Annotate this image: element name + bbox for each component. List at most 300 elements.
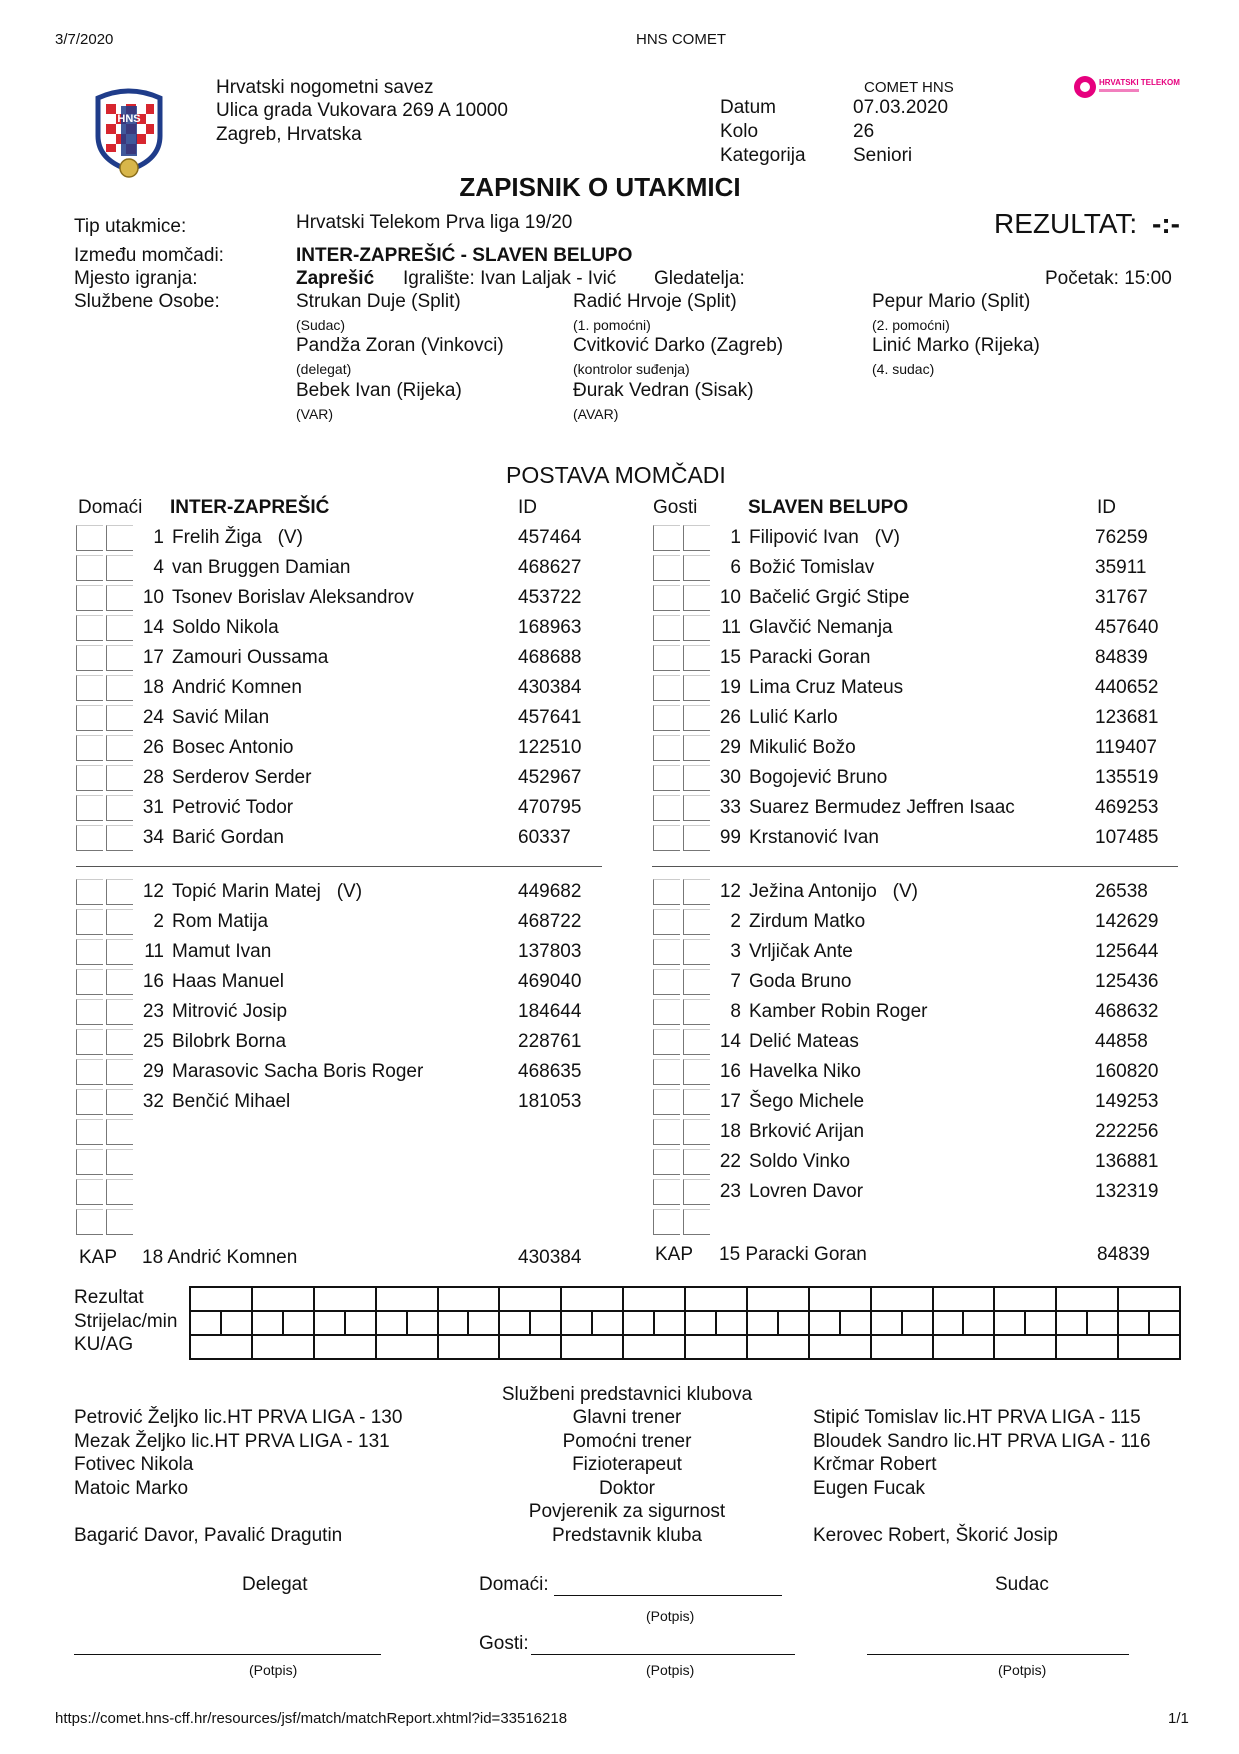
scorer-cell[interactable]	[530, 1311, 561, 1335]
player-id: 470795	[518, 797, 582, 818]
checkbox-cell[interactable]	[106, 1209, 133, 1235]
igraliste-value: Igralište: Ivan Laljak - Ivić	[403, 268, 617, 289]
scorer-cell[interactable]	[778, 1311, 809, 1335]
tip-label: Tip utakmice:	[74, 216, 187, 237]
checkbox-cell[interactable]	[106, 939, 133, 965]
result-cell[interactable]	[438, 1287, 500, 1311]
pocetak-value: Početak: 15:00	[1045, 268, 1172, 289]
scorer-cell[interactable]	[809, 1311, 840, 1335]
checkbox-cell[interactable]	[653, 939, 680, 965]
player-name: Marasovic Sacha Boris Roger	[172, 1061, 424, 1082]
checkbox-cell[interactable]	[653, 645, 680, 671]
checkbox-cell[interactable]	[683, 645, 710, 671]
player-id: 84839	[1095, 647, 1148, 668]
checkbox-cell[interactable]	[76, 825, 103, 851]
player-number: 1	[730, 527, 741, 548]
scorer-cell[interactable]	[840, 1311, 871, 1335]
checkbox-cell[interactable]	[653, 795, 680, 821]
player-id: 181053	[518, 1091, 582, 1112]
scorer-cell[interactable]	[1118, 1311, 1149, 1335]
player-name: Ježina Antonijo (V)	[749, 881, 918, 902]
player-number: 11	[721, 617, 741, 638]
staff-role: Pomoćni trener	[562, 1431, 692, 1452]
checkbox-cell[interactable]	[76, 969, 103, 995]
sponsor-logo	[1073, 73, 1183, 103]
player-name: Mitrović Josip	[172, 1001, 288, 1022]
away-id-header: ID	[1097, 497, 1116, 518]
checkbox-cell[interactable]	[653, 909, 680, 935]
card-cell[interactable]	[809, 1335, 871, 1359]
checkbox-cell[interactable]	[106, 969, 133, 995]
kategorija-label: Kategorija	[720, 145, 806, 166]
staff-role: Fizioterapeut	[572, 1454, 682, 1475]
scorer-cell[interactable]	[871, 1311, 902, 1335]
card-cell[interactable]	[994, 1335, 1056, 1359]
result-cell[interactable]	[685, 1287, 747, 1311]
checkbox-cell[interactable]	[106, 879, 133, 905]
checkbox-cell[interactable]	[683, 585, 710, 611]
checkbox-cell[interactable]	[106, 795, 133, 821]
federation-address: Ulica grada Vukovara 269 A 10000	[216, 100, 508, 121]
checkbox-cell[interactable]	[653, 735, 680, 761]
checkbox-cell[interactable]	[683, 1029, 710, 1055]
official-name: Strukan Duje (Split)	[296, 291, 461, 312]
official-name: Bebek Ivan (Rijeka)	[296, 380, 462, 401]
card-cell[interactable]	[252, 1335, 314, 1359]
player-id: 31767	[1095, 587, 1148, 608]
scorer-cell[interactable]	[747, 1311, 778, 1335]
scorer-cell[interactable]	[1149, 1311, 1180, 1335]
scorer-cell[interactable]	[252, 1311, 283, 1335]
player-name: van Bruggen Damian	[172, 557, 351, 578]
checkbox-cell[interactable]	[683, 735, 710, 761]
away-kap-name: 15 Paracki Goran	[719, 1244, 867, 1265]
checkbox-cell[interactable]	[653, 765, 680, 791]
scorer-cell[interactable]	[314, 1311, 345, 1335]
staff-role: Povjerenik za sigurnost	[528, 1501, 726, 1522]
official-role: (Sudac)	[296, 317, 346, 333]
checkbox-cell[interactable]	[76, 525, 103, 551]
player-number: 19	[719, 677, 741, 698]
player-number: 14	[719, 1031, 741, 1052]
player-number: 17	[719, 1091, 741, 1112]
checkbox-cell[interactable]	[106, 585, 133, 611]
checkbox-cell[interactable]	[76, 555, 103, 581]
checkbox-cell[interactable]	[106, 675, 133, 701]
player-id: 468722	[518, 911, 582, 932]
checkbox-cell[interactable]	[653, 585, 680, 611]
player-name: Benčić Mihael	[172, 1091, 291, 1112]
home-team-name: INTER-ZAPREŠIĆ	[170, 497, 330, 518]
result-cell[interactable]	[623, 1287, 685, 1311]
player-number: 16	[719, 1061, 741, 1082]
checkbox-cell[interactable]	[683, 825, 710, 851]
card-cell[interactable]	[747, 1335, 809, 1359]
player-number: 22	[719, 1151, 741, 1172]
player-name: Suarez Bermudez Jeffren Isaac	[749, 797, 1015, 818]
scorer-cell[interactable]	[994, 1311, 1025, 1335]
checkbox-cell[interactable]	[653, 969, 680, 995]
card-cell[interactable]	[499, 1335, 561, 1359]
checkbox-cell[interactable]	[653, 999, 680, 1025]
player-number: 23	[719, 1181, 741, 1202]
official-role: (2. pomoćni)	[872, 317, 950, 333]
staff-role: Predstavnik kluba	[552, 1525, 702, 1546]
player-number: 29	[142, 1061, 164, 1082]
checkbox-cell[interactable]	[683, 1209, 710, 1235]
checkbox-cell[interactable]	[76, 585, 103, 611]
player-id: 453722	[518, 587, 582, 608]
checkbox-cell[interactable]	[106, 1179, 133, 1205]
card-cell[interactable]	[376, 1335, 438, 1359]
scorer-cell[interactable]	[407, 1311, 438, 1335]
checkbox-cell[interactable]	[106, 1149, 133, 1175]
home-staff-member: Bagarić Davor, Pavalić Dragutin	[74, 1525, 343, 1546]
checkbox-cell[interactable]	[76, 1089, 103, 1115]
scorer-cell[interactable]	[1087, 1311, 1118, 1335]
player-name: Savić Milan	[172, 707, 270, 728]
player-id: 469253	[1095, 797, 1159, 818]
checkbox-cell[interactable]	[653, 1149, 680, 1175]
scorer-cell[interactable]	[716, 1311, 747, 1335]
official-role: (VAR)	[296, 406, 334, 422]
player-name: Bačelić Grgić Stipe	[749, 587, 910, 608]
player-number: 10	[142, 587, 164, 608]
scorer-cell[interactable]	[963, 1311, 994, 1335]
footer-url[interactable]: https://comet.hns-cff.hr/resources/jsf/match/matchReport.xhtml?id=33516218	[55, 1710, 568, 1727]
card-cell[interactable]	[561, 1335, 623, 1359]
scorer-cell[interactable]	[933, 1311, 964, 1335]
izmedu-label: Između momčadi:	[74, 245, 224, 266]
checkbox-cell[interactable]	[76, 645, 103, 671]
player-number: 4	[153, 557, 164, 578]
federation-city: Zagreb, Hrvatska	[216, 124, 362, 145]
home-kap-id: 430384	[518, 1247, 582, 1268]
staff-role: Glavni trener	[572, 1407, 682, 1428]
checkbox-cell[interactable]	[106, 999, 133, 1025]
hns-crest-logo	[84, 86, 174, 178]
card-cell[interactable]	[438, 1335, 500, 1359]
result-cell[interactable]	[499, 1287, 561, 1311]
away-team-name: SLAVEN BELUPO	[748, 497, 909, 518]
card-grid-row	[190, 1335, 1180, 1359]
checkbox-cell[interactable]	[76, 675, 103, 701]
checkbox-cell[interactable]	[683, 765, 710, 791]
player-number: 6	[730, 557, 741, 578]
sudac-signature-line[interactable]	[867, 1654, 1129, 1655]
player-name: Rom Matija	[172, 911, 269, 932]
player-name: Lulić Karlo	[749, 707, 838, 728]
result-cell[interactable]	[809, 1287, 871, 1311]
checkbox-cell[interactable]	[76, 705, 103, 731]
scorer-cell[interactable]	[685, 1311, 716, 1335]
checkbox-cell[interactable]	[76, 1059, 103, 1085]
player-id: 136881	[1095, 1151, 1159, 1172]
result-grid-table	[189, 1286, 1181, 1360]
checkbox-cell[interactable]	[653, 1179, 680, 1205]
checkbox-cell[interactable]	[106, 1089, 133, 1115]
checkbox-cell[interactable]	[76, 1179, 103, 1205]
checkbox-cell[interactable]	[683, 1089, 710, 1115]
player-id: 60337	[518, 827, 571, 848]
official-role: (AVAR)	[573, 406, 619, 422]
player-name: Šego Michele	[749, 1091, 865, 1112]
player-name: Kamber Robin Roger	[749, 1001, 928, 1022]
card-cell[interactable]	[871, 1335, 933, 1359]
player-number: 17	[142, 647, 164, 668]
checkbox-cell[interactable]	[76, 909, 103, 935]
player-id: 468627	[518, 557, 582, 578]
checkbox-cell[interactable]	[683, 795, 710, 821]
player-id: 137803	[518, 941, 582, 962]
checkbox-cell[interactable]	[106, 555, 133, 581]
player-number: 99	[719, 827, 741, 848]
home-staff-member: Matoic Marko	[74, 1478, 189, 1499]
checkbox-cell[interactable]	[683, 1179, 710, 1205]
checkbox-cell[interactable]	[683, 879, 710, 905]
rezultat-value: -:-	[1152, 208, 1180, 239]
player-id: 76259	[1095, 527, 1148, 548]
scorer-cell[interactable]	[499, 1311, 530, 1335]
player-name: Frelih Žiga (V)	[172, 527, 303, 548]
scorer-cell[interactable]	[376, 1311, 407, 1335]
checkbox-cell[interactable]	[683, 555, 710, 581]
player-id: 222256	[1095, 1121, 1159, 1142]
player-number: 32	[142, 1091, 164, 1112]
checkbox-cell[interactable]	[106, 525, 133, 551]
player-name: Krstanović Ivan	[749, 827, 879, 848]
checkbox-cell[interactable]	[683, 999, 710, 1025]
checkbox-cell[interactable]	[106, 645, 133, 671]
result-cell[interactable]	[1056, 1287, 1118, 1311]
player-number: 18	[719, 1121, 741, 1142]
player-name: Bilobrk Borna	[172, 1031, 287, 1052]
checkbox-cell[interactable]	[683, 969, 710, 995]
checkbox-cell[interactable]	[653, 1059, 680, 1085]
rezultat-row-label: Rezultat	[74, 1287, 144, 1308]
checkbox-cell[interactable]	[106, 1029, 133, 1055]
checkbox-cell[interactable]	[76, 939, 103, 965]
player-id: 430384	[518, 677, 582, 698]
checkbox-cell[interactable]	[76, 1209, 103, 1235]
scorer-cell[interactable]	[1025, 1311, 1056, 1335]
result-cell[interactable]	[994, 1287, 1056, 1311]
checkbox-cell[interactable]	[683, 1149, 710, 1175]
delegat-label: Delegat	[242, 1574, 308, 1595]
mjesto-value: Zaprešić	[296, 268, 375, 289]
player-id: 26538	[1095, 881, 1148, 902]
checkbox-cell[interactable]	[653, 555, 680, 581]
checkbox-cell[interactable]	[106, 825, 133, 851]
scorer-cell[interactable]	[438, 1311, 469, 1335]
player-number: 25	[142, 1031, 164, 1052]
checkbox-cell[interactable]	[106, 615, 133, 641]
checkbox-cell[interactable]	[683, 1119, 710, 1145]
player-id: 457464	[518, 527, 582, 548]
player-name: Božić Tomislav	[749, 557, 875, 578]
result-cell[interactable]	[871, 1287, 933, 1311]
kategorija-value: Seniori	[853, 145, 913, 166]
home-divider	[76, 866, 602, 867]
gosti-signature-line[interactable]	[531, 1654, 795, 1655]
official-name: Cvitković Darko (Zagreb)	[573, 335, 784, 356]
player-number: 28	[142, 767, 164, 788]
checkbox-cell[interactable]	[683, 1059, 710, 1085]
player-number: 8	[730, 1001, 741, 1022]
gledatelja-label: Gledatelja:	[654, 268, 745, 289]
scorer-cell[interactable]	[592, 1311, 623, 1335]
card-cell[interactable]	[623, 1335, 685, 1359]
potpis-caption: (Potpis)	[249, 1662, 298, 1678]
checkbox-cell[interactable]	[76, 615, 103, 641]
player-name: Goda Bruno	[749, 971, 852, 992]
official-name: Đurak Vedran (Sisak)	[573, 380, 754, 401]
checkbox-cell[interactable]	[76, 765, 103, 791]
document-title: ZAPISNIK O UTAKMICI	[459, 172, 741, 202]
player-name: Soldo Nikola	[172, 617, 279, 638]
checkbox-cell[interactable]	[653, 1029, 680, 1055]
checkbox-cell[interactable]	[653, 1209, 680, 1235]
scorer-cell[interactable]	[190, 1311, 221, 1335]
scorer-cell[interactable]	[623, 1311, 654, 1335]
checkbox-cell[interactable]	[106, 765, 133, 791]
scorer-cell[interactable]	[902, 1311, 933, 1335]
potpis-caption: (Potpis)	[646, 1608, 695, 1624]
home-side-label: Domaći	[78, 497, 143, 518]
player-number: 2	[730, 911, 741, 932]
player-id: 468688	[518, 647, 582, 668]
print-date: 3/7/2020	[55, 31, 114, 48]
federation-name: Hrvatski nogometni savez	[216, 77, 434, 98]
player-id: 122510	[518, 737, 582, 758]
player-id: 468635	[518, 1061, 582, 1082]
checkbox-cell[interactable]	[76, 1149, 103, 1175]
checkbox-cell[interactable]	[683, 939, 710, 965]
player-name: Lovren Davor	[749, 1181, 864, 1202]
checkbox-cell[interactable]	[653, 1089, 680, 1115]
home-id-header: ID	[518, 497, 537, 518]
card-cell[interactable]	[190, 1335, 252, 1359]
teams-value: INTER-ZAPREŠIĆ - SLAVEN BELUPO	[296, 245, 633, 266]
checkbox-cell[interactable]	[76, 735, 103, 761]
player-id: 457641	[518, 707, 582, 728]
result-cell[interactable]	[376, 1287, 438, 1311]
away-kap-id: 84839	[1097, 1244, 1150, 1265]
checkbox-cell[interactable]	[106, 705, 133, 731]
rezultat-label: REZULTAT:	[994, 208, 1138, 239]
sudac-label: Sudac	[995, 1574, 1049, 1595]
player-number: 14	[142, 617, 164, 638]
player-id: 228761	[518, 1031, 582, 1052]
home-staff-member: Petrović Željko lic.HT PRVA LIGA - 130	[74, 1407, 403, 1428]
player-id: 457640	[1095, 617, 1159, 638]
player-name: Glavčić Nemanja	[749, 617, 893, 638]
result-cell[interactable]	[190, 1287, 252, 1311]
official-name: Linić Marko (Rijeka)	[872, 335, 1040, 356]
card-cell[interactable]	[1118, 1335, 1180, 1359]
card-cell[interactable]	[314, 1335, 376, 1359]
home-staff-member: Fotivec Nikola	[74, 1454, 194, 1475]
checkbox-cell[interactable]	[653, 879, 680, 905]
domaci-signature-line[interactable]	[554, 1595, 782, 1596]
checkbox-cell[interactable]	[76, 1029, 103, 1055]
card-cell[interactable]	[685, 1335, 747, 1359]
player-name: Bogojević Bruno	[749, 767, 888, 788]
checkbox-cell[interactable]	[683, 525, 710, 551]
checkbox-cell[interactable]	[76, 795, 103, 821]
official-name: Pepur Mario (Split)	[872, 291, 1031, 312]
checkbox-cell[interactable]	[683, 615, 710, 641]
player-number: 2	[153, 911, 164, 932]
checkbox-cell[interactable]	[106, 909, 133, 935]
player-name: Havelka Niko	[749, 1061, 861, 1082]
scorer-cell[interactable]	[345, 1311, 376, 1335]
result-cell[interactable]	[1118, 1287, 1180, 1311]
player-name: Barić Gordan	[172, 827, 284, 848]
print-title: HNS COMET	[636, 31, 726, 48]
checkbox-cell[interactable]	[653, 1119, 680, 1145]
checkbox-cell[interactable]	[76, 1119, 103, 1145]
checkbox-cell[interactable]	[683, 675, 710, 701]
checkbox-cell[interactable]	[653, 825, 680, 851]
result-cell[interactable]	[747, 1287, 809, 1311]
scorer-grid-row	[190, 1311, 1180, 1335]
datum-label: Datum	[720, 97, 776, 118]
result-cell[interactable]	[933, 1287, 995, 1311]
card-cell[interactable]	[933, 1335, 995, 1359]
checkbox-cell[interactable]	[683, 909, 710, 935]
datum-value: 07.03.2020	[853, 97, 949, 118]
official-role: (delegat)	[296, 361, 352, 377]
away-staff-member: Kerovec Robert, Škorić Josip	[813, 1525, 1058, 1546]
player-number: 31	[142, 797, 164, 818]
player-name: Mamut Ivan	[172, 941, 272, 962]
svg-text:HNS: HNS	[117, 113, 141, 125]
checkbox-cell[interactable]	[653, 675, 680, 701]
delegat-signature-line[interactable]	[74, 1654, 381, 1655]
scorer-cell[interactable]	[468, 1311, 499, 1335]
checkbox-cell[interactable]	[653, 525, 680, 551]
result-cell[interactable]	[252, 1287, 314, 1311]
player-number: 1	[153, 527, 164, 548]
potpis-caption: (Potpis)	[646, 1662, 695, 1678]
home-staff-member: Mezak Željko lic.HT PRVA LIGA - 131	[74, 1431, 390, 1452]
scorer-cell[interactable]	[283, 1311, 314, 1335]
lineups-title: POSTAVA MOMČADI	[506, 462, 726, 488]
checkbox-cell[interactable]	[683, 705, 710, 731]
checkbox-cell[interactable]	[76, 879, 103, 905]
scorer-cell[interactable]	[1056, 1311, 1087, 1335]
result-cell[interactable]	[314, 1287, 376, 1311]
checkbox-cell[interactable]	[106, 1119, 133, 1145]
checkbox-cell[interactable]	[653, 705, 680, 731]
scorer-cell[interactable]	[221, 1311, 252, 1335]
scorer-cell[interactable]	[561, 1311, 592, 1335]
checkbox-cell[interactable]	[106, 735, 133, 761]
player-id: 149253	[1095, 1091, 1159, 1112]
result-cell[interactable]	[561, 1287, 623, 1311]
card-cell[interactable]	[1056, 1335, 1118, 1359]
checkbox-cell[interactable]	[76, 999, 103, 1025]
checkbox-cell[interactable]	[653, 615, 680, 641]
player-id: 119407	[1095, 737, 1157, 758]
mjesto-label: Mjesto igranja:	[74, 268, 198, 289]
player-number: 33	[719, 797, 741, 818]
checkbox-cell[interactable]	[106, 1059, 133, 1085]
player-number: 18	[142, 677, 164, 698]
player-name: Serderov Serder	[172, 767, 312, 788]
scorer-cell[interactable]	[654, 1311, 685, 1335]
